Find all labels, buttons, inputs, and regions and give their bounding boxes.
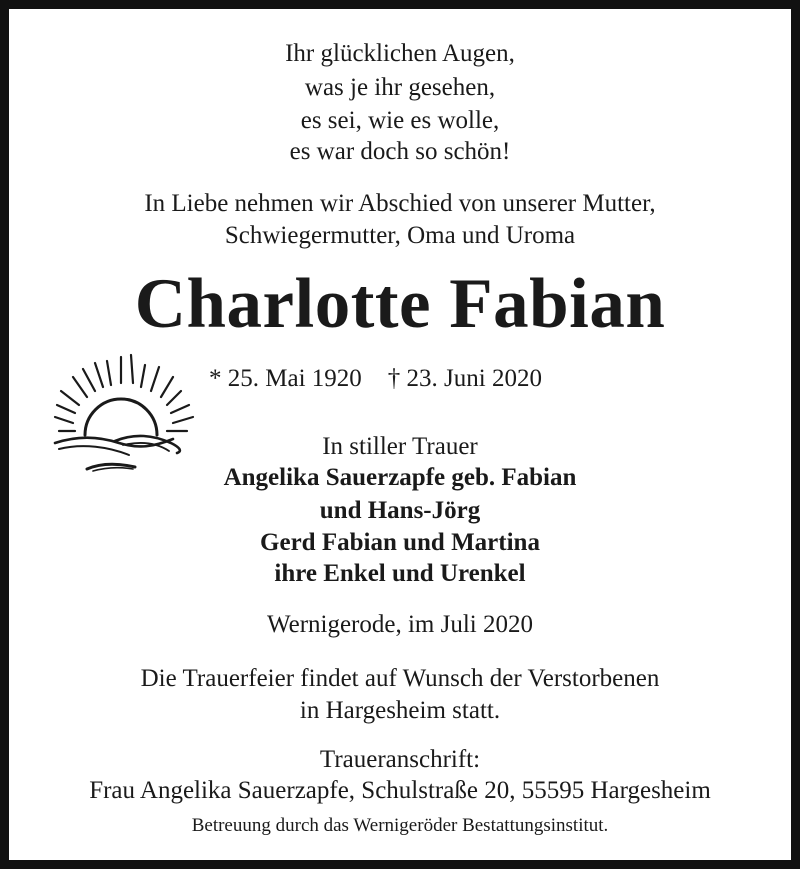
- footer-note: Betreuung durch das Wernigeröder Bestattungsinstitut.: [191, 815, 609, 836]
- mourner-line: Angelika Sauerzapfe geb. Fabian: [223, 464, 577, 491]
- life-dates: [209, 365, 542, 393]
- poem-line: es sei, wie es wolle,: [300, 107, 500, 134]
- ceremony-line: Die Trauerfeier findet auf Wunsch der Verstorbenen: [140, 665, 660, 692]
- mourning-heading: In stiller Trauer: [322, 433, 478, 460]
- place-date: Wernigerode, im Juli 2020: [267, 611, 533, 638]
- mourner-line: ihre Enkel und Urenkel: [274, 560, 526, 587]
- mourner-line: Gerd Fabian und Martina: [260, 529, 540, 556]
- intro-line: Schwiegermutter, Oma und Uroma: [224, 222, 576, 249]
- address-text: Frau Angelika Sauerzapfe, Schulstraße 20, 55595 Hargesheim: [89, 777, 711, 804]
- poem-line: Ihr glücklichen Augen,: [285, 40, 515, 67]
- poem-line: es war doch so schön!: [289, 138, 511, 165]
- birth-date: * 25. Mai 1920: [209, 365, 362, 392]
- poem-line: was je ihr gesehen,: [304, 74, 496, 101]
- mourner-line: und Hans-Jörg: [319, 497, 481, 524]
- address-label: Traueranschrift:: [319, 746, 481, 773]
- ceremony-line: in Hargesheim statt.: [299, 697, 501, 724]
- intro-line: In Liebe nehmen wir Abschied von unserer Mutter,: [144, 190, 656, 217]
- deceased-name: Charlotte Fabian: [134, 265, 666, 343]
- death-date: † 23. Juni 2020: [387, 365, 542, 392]
